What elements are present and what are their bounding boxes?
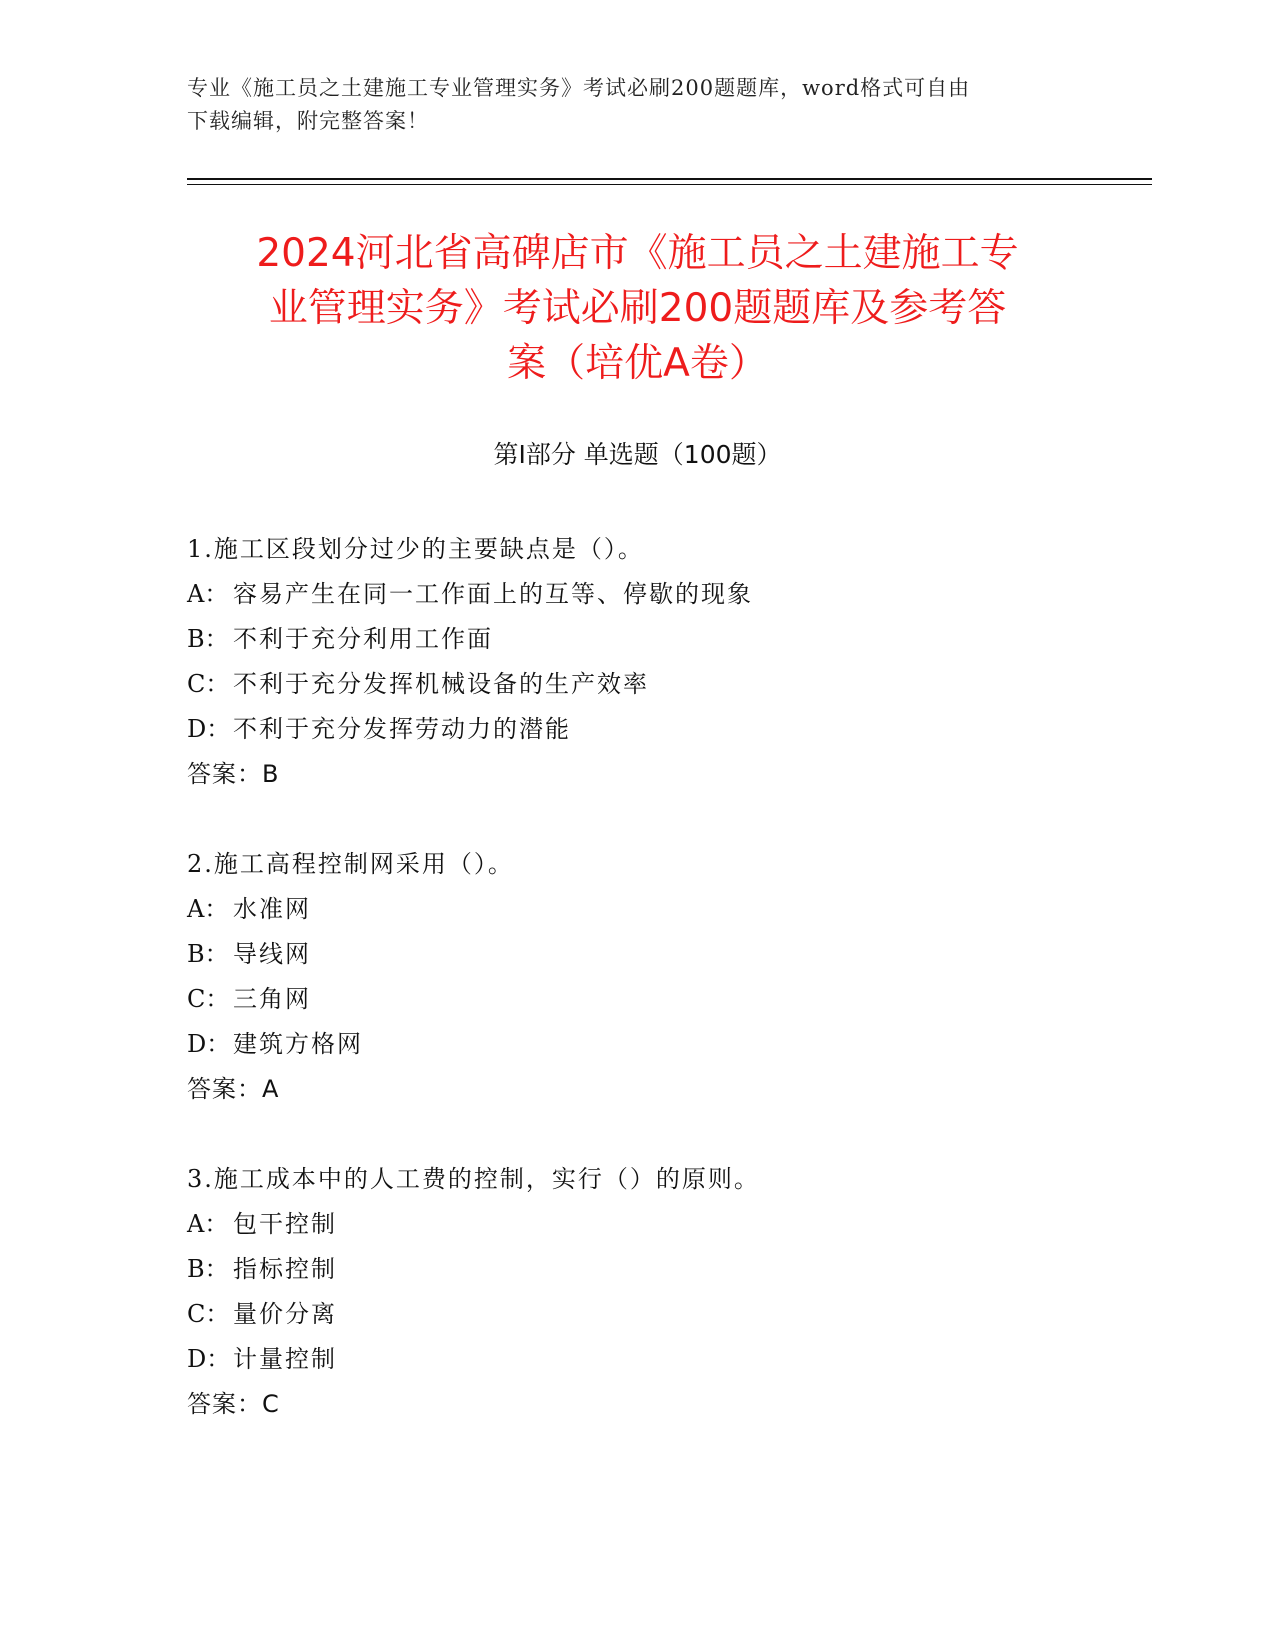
document-title-line-3: 案（培优A卷） [507, 341, 768, 386]
option-key: A： [187, 895, 229, 923]
option-c [187, 977, 1147, 1022]
option-c [187, 662, 1147, 707]
header-note-line-1: 专业《施工员之土建施工专业管理实务》考试必刷200题题库，word格式可自由 [187, 76, 971, 100]
option-text: 水准网 [233, 895, 311, 923]
option-key: A： [187, 1210, 229, 1238]
option-text: 容易产生在同一工作面上的互等、停歇的现象 [233, 580, 753, 608]
option-key: B： [187, 1255, 229, 1283]
question-1 [187, 527, 1147, 797]
question-list [187, 527, 1147, 1472]
answer-line: 答案：B [187, 760, 280, 788]
question-3 [187, 1157, 1147, 1427]
option-text: 包干控制 [233, 1210, 337, 1238]
question-2 [187, 842, 1147, 1112]
option-text: 不利于充分利用工作面 [233, 625, 493, 653]
option-text: 计量控制 [233, 1345, 337, 1373]
option-a [187, 572, 1147, 617]
option-d [187, 1337, 1147, 1382]
option-c [187, 1292, 1147, 1337]
document-title-line-2: 业管理实务》考试必刷200题题库及参考答 [268, 286, 1007, 331]
document-title [130, 226, 1145, 391]
option-key: D： [187, 1030, 231, 1058]
option-d [187, 707, 1147, 752]
option-a [187, 1202, 1147, 1247]
header-divider-thin [187, 184, 1152, 185]
option-key: C： [187, 1300, 230, 1328]
option-b [187, 1247, 1147, 1292]
option-key: C： [187, 985, 230, 1013]
option-b [187, 932, 1147, 977]
section-heading: 第Ⅰ部分 单选题（100题） [493, 440, 782, 469]
option-text: 不利于充分发挥机械设备的生产效率 [233, 670, 649, 698]
option-a [187, 887, 1147, 932]
option-key: D： [187, 1345, 231, 1373]
option-b [187, 617, 1147, 662]
option-key: C： [187, 670, 230, 698]
question-stem: 1.施工区段划分过少的主要缺点是（）。 [187, 535, 644, 563]
question-stem: 3.施工成本中的人工费的控制，实行（）的原则。 [187, 1165, 760, 1193]
option-text: 导线网 [233, 940, 311, 968]
option-text: 指标控制 [233, 1255, 337, 1283]
header-note [187, 72, 1087, 138]
header-note-line-2: 下载编辑，附完整答案！ [187, 109, 429, 133]
answer-line: 答案：C [187, 1390, 280, 1418]
question-stem: 2.施工高程控制网采用（）。 [187, 850, 514, 878]
header-divider-thick [187, 178, 1152, 180]
option-d [187, 1022, 1147, 1067]
option-key: B： [187, 940, 229, 968]
option-key: B： [187, 625, 229, 653]
option-text: 建筑方格网 [233, 1030, 363, 1058]
answer-line: 答案：A [187, 1075, 280, 1103]
document-title-line-1: 2024河北省高碑店市《施工员之土建施工专 [256, 231, 1019, 276]
option-text: 量价分离 [233, 1300, 337, 1328]
option-key: D： [187, 715, 231, 743]
option-text: 三角网 [233, 985, 311, 1013]
option-key: A： [187, 580, 229, 608]
option-text: 不利于充分发挥劳动力的潜能 [233, 715, 571, 743]
